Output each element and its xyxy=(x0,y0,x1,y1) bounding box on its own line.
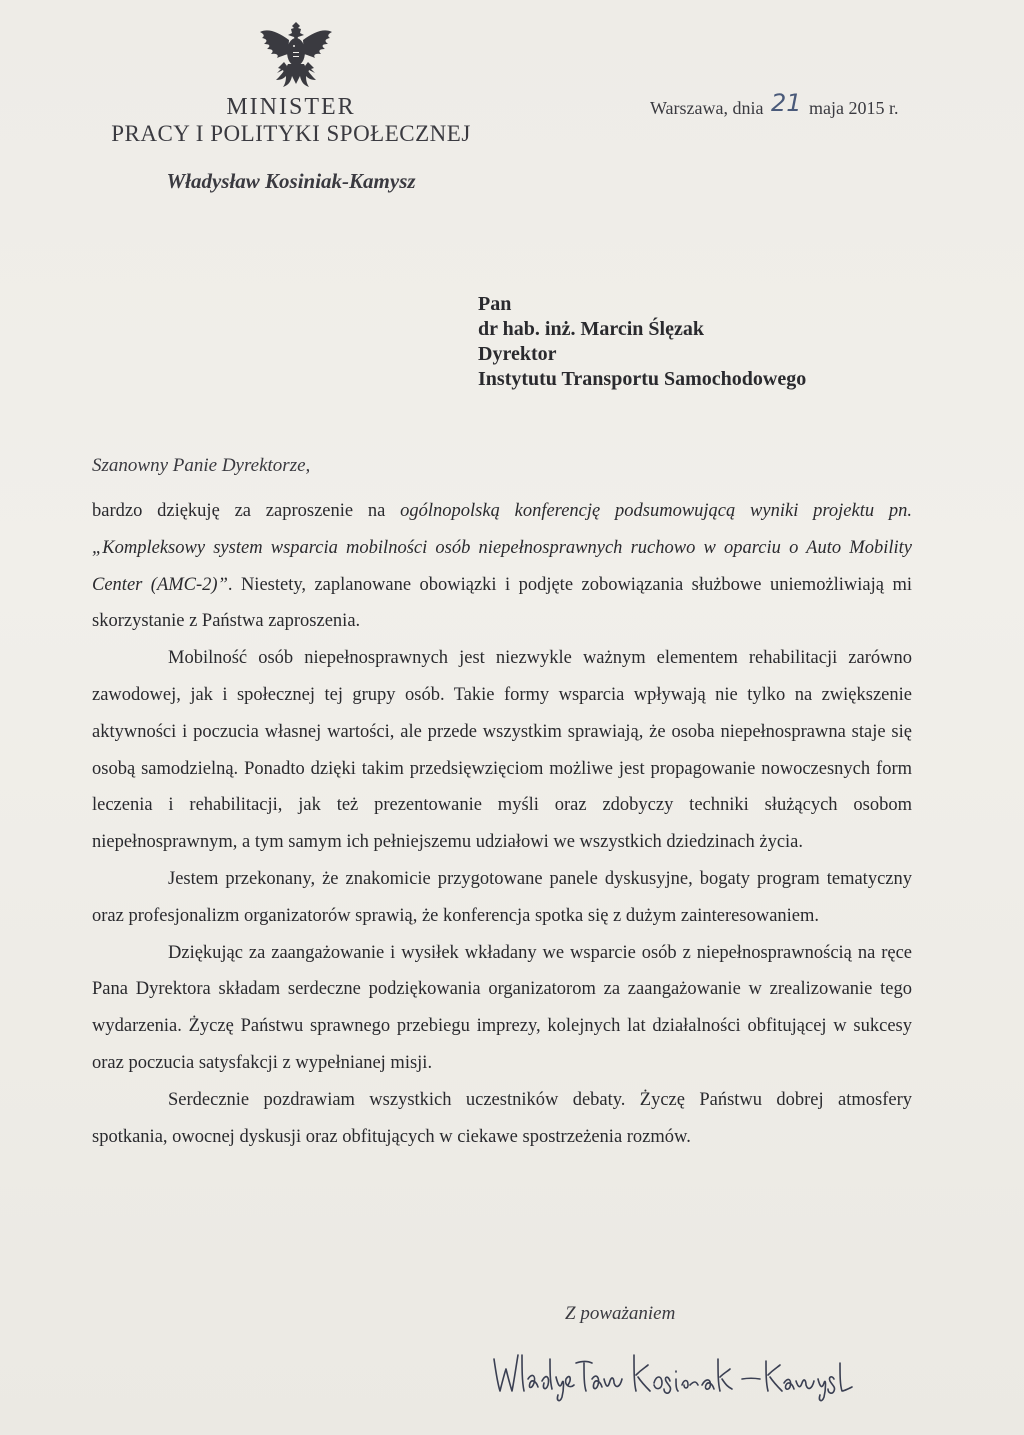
minister-title: MINISTER xyxy=(226,94,356,120)
eagle-emblem-icon xyxy=(258,18,334,88)
ministry-department: PRACY I POLITYKI SPOŁECZNEJ xyxy=(111,121,471,146)
paragraph: Dziękując za zaangażowanie i wysiłek wkładany we wsparcie osób z niepełnosprawnością na ręce Pana Dyrektora składam serdeczne podziękowania organizatorom za zaangażowanie w zrealizowanie tego wydarzenia. Życzę Państwu sprawnego przebiegu imprezy, kolejnych lat działalności obfitującej w sukcesy oraz poczucia satysfakcji z wypełnianej misji. xyxy=(92,942,912,1073)
closing: Z poważaniem xyxy=(565,1303,676,1324)
paragraph-text: . Niestety, zaplanowane obowiązki i podjęte zobowiązania służbowe uniemożliwiają mi skorzystanie z Państwa zaproszenia. xyxy=(92,574,912,632)
event-title: ogólnopolską konferencję podsumowującą wyniki projektu pn. „Kompleksowy system wsparcia mobilności osób niepełnosprawnych ruchowo w oparciu o Auto Mobility Center (AMC-2)” xyxy=(92,501,913,595)
letter-date xyxy=(650,89,899,120)
addressee-line: dr hab. inż. Marcin Ślęzak xyxy=(478,318,704,340)
handwritten-signature xyxy=(484,1345,854,1405)
addressee-line: Pan xyxy=(478,293,512,315)
ministry-header xyxy=(80,94,502,194)
addressee-line: Dyrektor xyxy=(478,343,557,365)
date-suffix: maja 2015 r. xyxy=(809,98,899,118)
salutation: Szanowny Panie Dyrektorze, xyxy=(92,455,311,476)
minister-name: Władysław Kosiniak-Kamysz xyxy=(166,169,416,193)
paragraph xyxy=(92,493,912,640)
paragraph-text: bardzo dziękuję za zaproszenie na xyxy=(92,501,401,521)
date-prefix: Warszawa, dnia xyxy=(650,98,764,118)
paragraph: Mobilność osób niepełnosprawnych jest niezwykle ważnym elementem rehabilitacji zarówno zawodowej, jak i społecznej tej grupy osób. Takie formy wsparcia wpływają nie tylko na zwiększenie aktywności i poczucia własnej wartości, ale przede wszystkim sprawiają, że osoba niepełnosprawna staje się osobą samodzielną. Ponadto dzięki takim przedsięwzięciom możliwe jest propagowanie nowoczesnych form leczenia i rehabilitacji, jak też prezentowanie myśli oraz zdobyczy techniki służących osobom niepełnosprawnym, a tym samym ich pełniejszemu udziałowi we wszystkich dziedzinach życia. xyxy=(92,648,912,853)
addressee-block xyxy=(478,292,806,392)
paragraph: Jestem przekonany, że znakomicie przygotowane panele dyskusyjne, bogaty program tematyczny oraz profesjonalizm organizatorów sprawią, że konferencja spotka się z dużym zainteresowaniem. xyxy=(92,868,912,926)
addressee-line: Instytutu Transportu Samochodowego xyxy=(478,368,807,390)
paragraph: Serdecznie pozdrawiam wszystkich uczestników debaty. Życzę Państwu dobrej atmosfery spotkania, owocnej dyskusji oraz obfitujących w ciekawe spostrzeżenia rozmów. xyxy=(92,1089,912,1147)
date-day-handwritten: 21 xyxy=(771,89,802,117)
letter-body xyxy=(92,493,912,1155)
